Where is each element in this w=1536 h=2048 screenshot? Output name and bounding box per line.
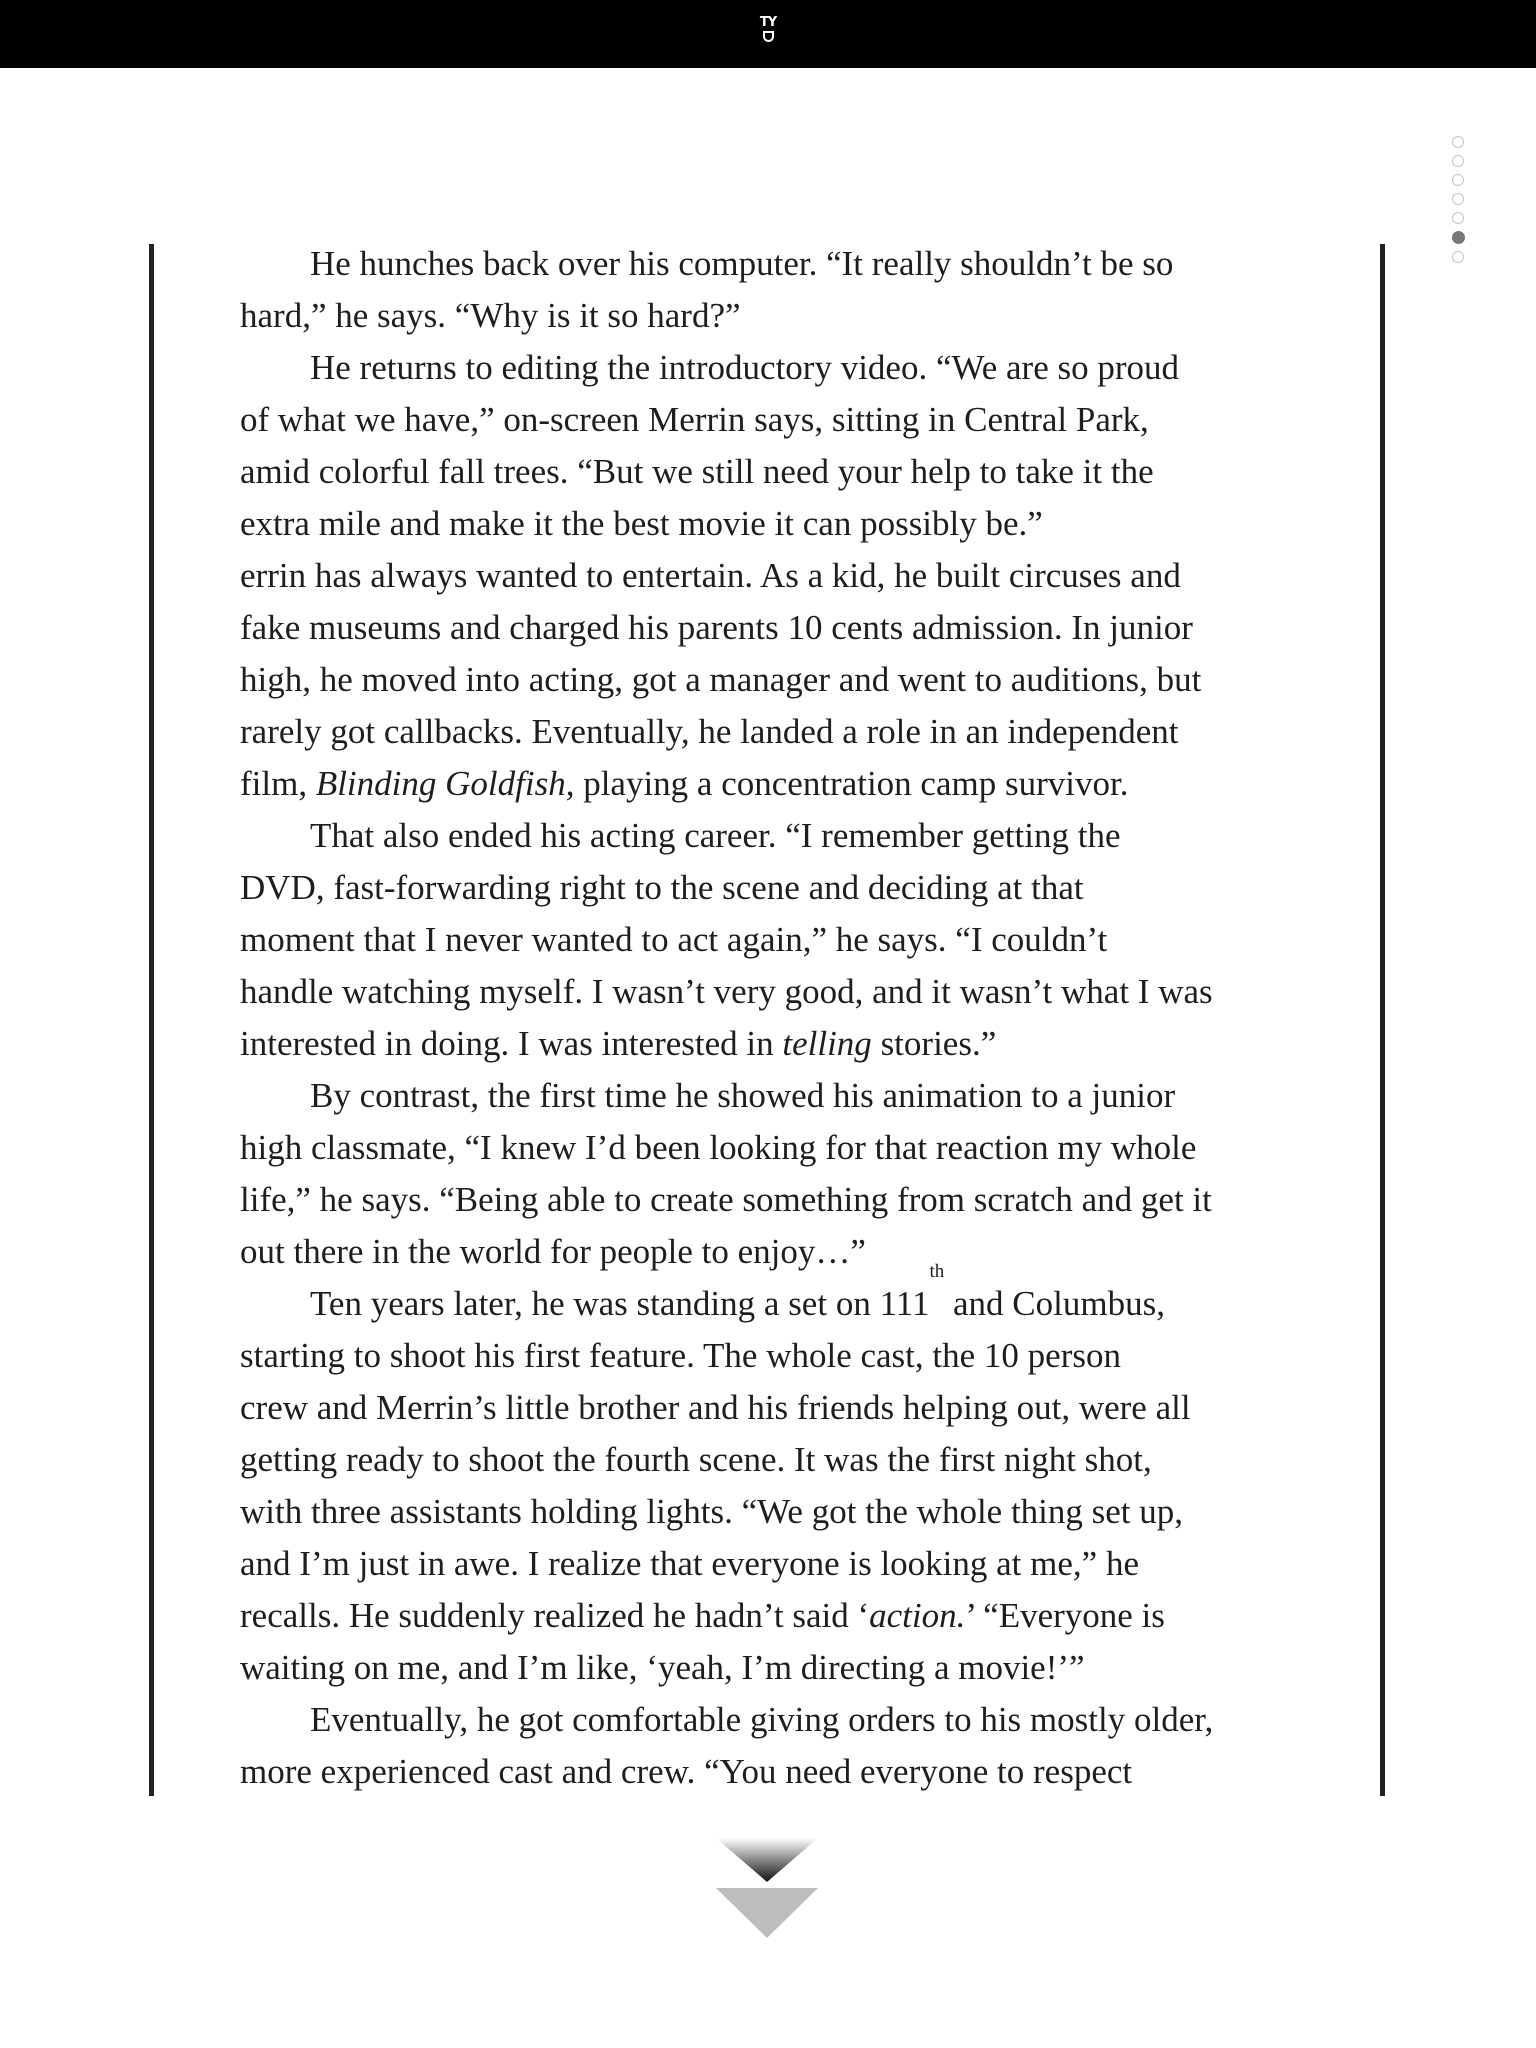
superscript: th — [929, 1261, 945, 1282]
text-run: , playing a concentration camp survivor. — [565, 764, 1129, 803]
text-line: crew and Merrin’s little brother and his friends helping out, were all — [240, 1388, 1191, 1427]
page-dot-4[interactable] — [1452, 193, 1464, 205]
text-line: waiting on me, and I’m like, ‘yeah, I’m directing a movie!’” — [240, 1648, 1085, 1687]
text-line: He returns to editing the introductory video. “We are so proud — [310, 348, 1180, 387]
text-line: DVD, fast-forwarding right to the scene and deciding at that — [240, 868, 1084, 907]
article-body — [240, 238, 1330, 1798]
text-run: recalls. He suddenly realized he hadn’t said ‘ — [240, 1596, 870, 1635]
text-line: errin has always wanted to entertain. As a kid, he built circuses and — [240, 556, 1181, 595]
scroll-down-chevron-icon[interactable] — [714, 1838, 820, 1946]
text-line: moment that I never wanted to act again,” he says. “I couldn’t — [240, 920, 1108, 959]
text-line: high, he moved into acting, got a manager and went to auditions, but — [240, 660, 1202, 699]
emphasis: telling — [782, 1024, 872, 1063]
text-line — [240, 758, 1330, 810]
logo-d-shape — [763, 31, 774, 42]
text-line: out there in the world for people to enjoy…” — [240, 1232, 866, 1271]
text-run: Ten years later, he was standing a set on 111 — [310, 1284, 930, 1323]
page-dot-6-current[interactable] — [1452, 231, 1465, 244]
film-title: Blinding Goldfish — [315, 764, 566, 803]
text-line: handle watching myself. I wasn’t very good, and it wasn’t what I was — [240, 972, 1213, 1011]
page-dot-2[interactable] — [1452, 155, 1464, 167]
text-run: stories.” — [871, 1024, 997, 1063]
emphasis: action. — [869, 1596, 966, 1635]
text-line: extra mile and make it the best movie it can possibly be.” — [240, 504, 1043, 543]
paragraph-7 — [240, 1694, 1330, 1798]
page-dot-1[interactable] — [1452, 136, 1464, 148]
text-line: more experienced cast and crew. “You need everyone to respect — [240, 1752, 1133, 1791]
text-run: and Columbus, — [944, 1284, 1165, 1323]
text-line: with three assistants holding lights. “We got the whole thing set up, — [240, 1492, 1184, 1531]
text-run: film, — [240, 764, 316, 803]
text-line: hard,” he says. “Why is it so hard?” — [240, 296, 741, 335]
left-vertical-rule — [149, 244, 154, 1796]
text-line: starting to shoot his first feature. The whole cast, the 10 person — [240, 1336, 1121, 1375]
text-line — [240, 1018, 1330, 1070]
text-line: By contrast, the first time he showed his animation to a junior — [310, 1076, 1176, 1115]
text-run: ’ “Everyone is — [965, 1596, 1165, 1635]
text-line: That also ended his acting career. “I remember getting the — [310, 816, 1121, 855]
top-bar — [0, 0, 1536, 68]
text-line: life,” he says. “Being able to create something from scratch and get it — [240, 1180, 1212, 1219]
text-line — [240, 1261, 1330, 1330]
text-run: interested in doing. I was interested in — [240, 1024, 783, 1063]
text-line: rarely got callbacks. Eventually, he landed a role in an independent — [240, 712, 1179, 751]
page-dot-3[interactable] — [1452, 174, 1464, 186]
paragraph-2 — [240, 342, 1330, 550]
text-line: fake museums and charged his parents 10 cents admission. In junior — [240, 608, 1193, 647]
magazine-logo[interactable] — [751, 16, 785, 52]
page-indicator — [1452, 136, 1468, 270]
text-line: amid colorful fall trees. “But we still need your help to take it the — [240, 452, 1154, 491]
text-line: getting ready to shoot the fourth scene. It was the first night shot, — [240, 1440, 1152, 1479]
text-line: of what we have,” on-screen Merrin says, sitting in Central Park, — [240, 400, 1149, 439]
logo-text: TY — [759, 15, 777, 30]
paragraph-6 — [240, 1261, 1330, 1694]
text-line: He hunches back over his computer. “It really shouldn’t be so — [310, 244, 1174, 283]
paragraph-3 — [240, 550, 1330, 810]
paragraph-5 — [240, 1070, 1330, 1278]
right-vertical-rule — [1380, 244, 1385, 1796]
text-line: Eventually, he got comfortable giving orders to his mostly older, — [310, 1700, 1214, 1739]
paragraph-4 — [240, 810, 1330, 1070]
page-dot-5[interactable] — [1452, 212, 1464, 224]
text-line — [240, 1590, 1330, 1642]
text-line: and I’m just in awe. I realize that everyone is looking at me,” he — [240, 1544, 1139, 1583]
page-dot-7[interactable] — [1452, 251, 1464, 263]
text-line: high classmate, “I knew I’d been looking for that reaction my whole — [240, 1128, 1197, 1167]
paragraph-1 — [240, 238, 1330, 342]
